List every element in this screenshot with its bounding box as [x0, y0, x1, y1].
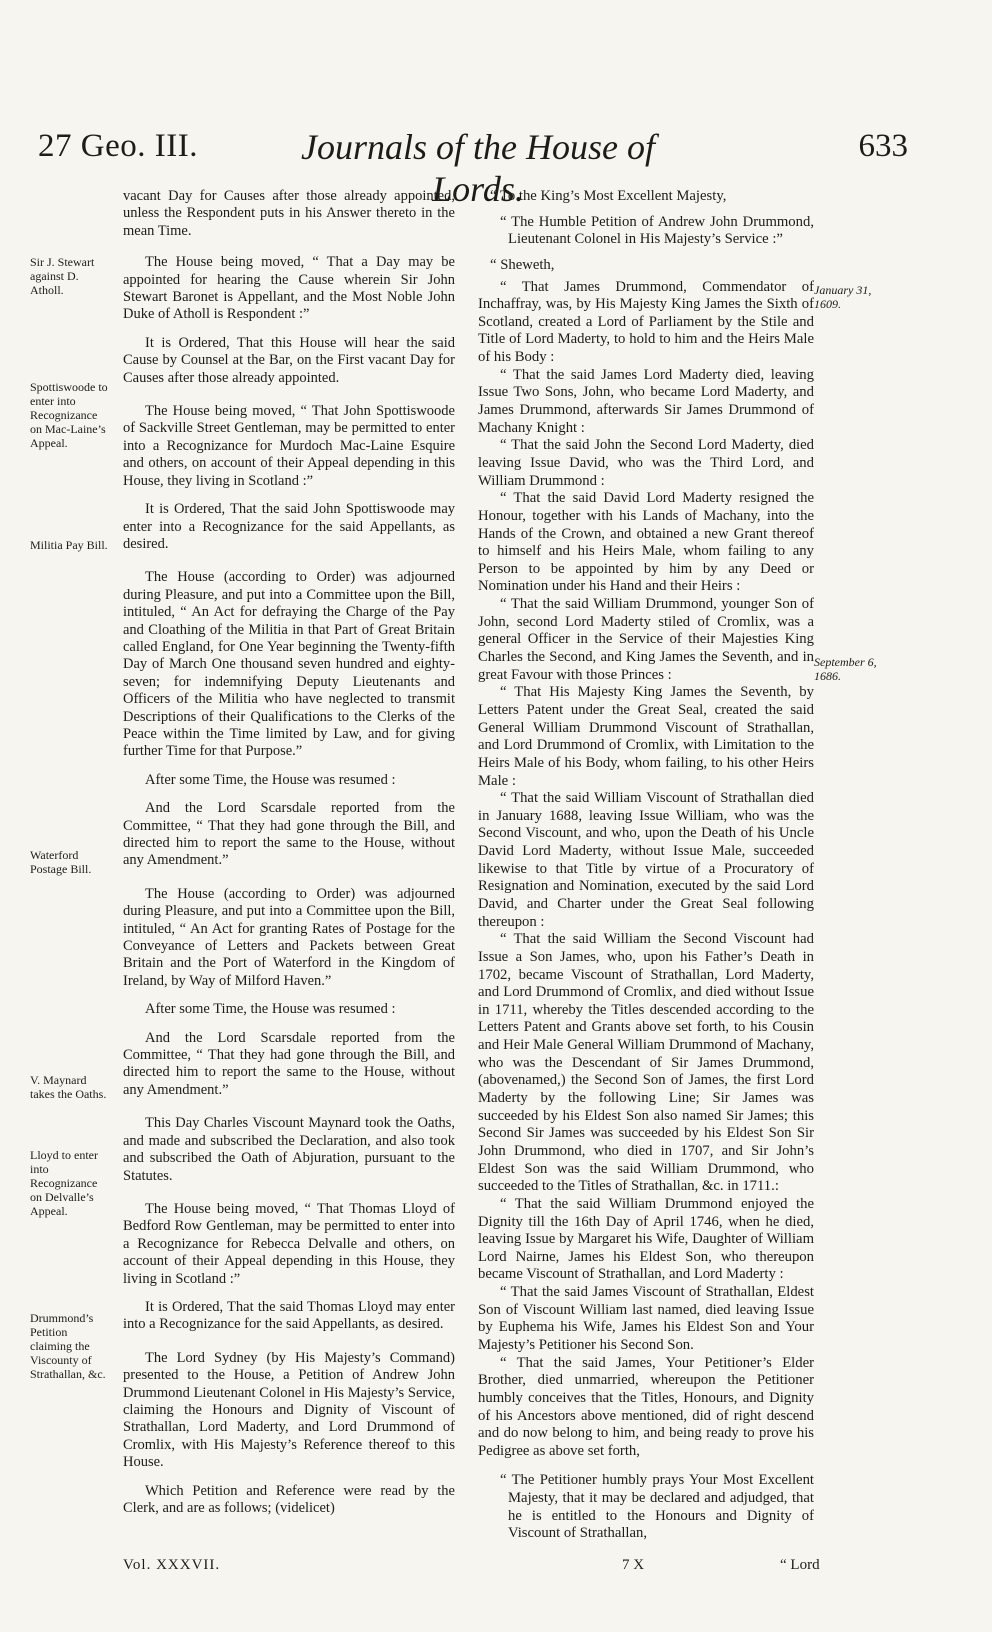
catchword: “ Lord — [780, 1557, 820, 1573]
paragraph: After some Time, the House was resumed : — [145, 1001, 396, 1018]
right-column — [478, 188, 814, 1543]
paragraph: The House being moved, “ That a Day may be appointed for hearing the Cause wherein Sir John Stewart Baronet is Appellant, and the Most Noble John Duke of Atholl is Respondent :” — [123, 254, 455, 323]
paragraph: It is Ordered, That this House will hear the said Cause by Counsel at the Bar, on the First vacant Day for Causes after those already appointed. — [123, 334, 455, 386]
margin-note: Drummond’s Petition claiming the Viscounty of Strathallan, &c. — [30, 1311, 106, 1381]
page-number: 633 — [858, 128, 908, 164]
sheweth: “ Sheweth, — [490, 256, 555, 273]
paragraph: The House (according to Order) was adjourned during Pleasure, and put into a Committee upon the Bill, intituled, “ An Act for defraying the Charge of the Pay and Cloathing of the Militia in that Part of Great Britain called England, for One Year beginning the Twenty-fifth Day of March One thousand seven hundred and eighty-seven; for indemnifying Deputy Lieutenants and Officers of the Militia who have neglected to transmit Descriptions of their Qualifications to the Clerks of the Peace within the Time limited by Law, and for giving further Time for that Purpose.” — [123, 569, 455, 760]
petition-paragraph: “ That the said John the Second Lord Maderty, died leaving Issue David, who was the Third Lord, and William Drummond : — [478, 437, 814, 489]
volume-number: Vol. XXXVII. — [123, 1557, 221, 1573]
petition-paragraph: “ That the said William Viscount of Strathallan died in January 1688, leaving Issue William, who was the Second Viscount, and who, upon the Death of his Uncle David Lord Maderty, without Issue Male, succeeded likewise to that Title by virtue of a Procuratory of Resignation and Nomination, executed by the said Lord David, and Charter under the Great Seal following thereupon : — [478, 790, 814, 930]
margin-note: Waterford Postage Bill. — [30, 848, 92, 876]
left-column — [123, 188, 455, 1517]
paragraph: It is Ordered, That the said John Spottiswoode may enter into a Recognizance for the said Appellants, as desired. — [123, 501, 455, 552]
paragraph: vacant Day for Causes after those already appointed, unless the Respondent puts in his Answer thereto in the mean Time. — [123, 188, 455, 239]
paragraph: The House being moved, “ That Thomas Lloyd of Bedford Row Gentleman, may be permitted to enter into a Recognizance for Rebecca Delvalle and others, on account of their Appeal depending in this House, they living in Scotland :” — [123, 1200, 455, 1287]
petition-paragraph: “ That James Drummond, Commendator of Inchaffray, was, by His Majesty King James the Sixth of Scotland, created a Lord of Parliament by the Stile and Title of Lord Maderty, to hold to him and the Heirs Male of his Body : — [478, 278, 814, 366]
petition-paragraph: “ That the said William Drummond, younger Son of John, second Lord Maderty stiled of Cromlix, was a general Officer in the Service of their Majesties King Charles the Second, and King James the Seventh, and in great Favour with those Princes : — [478, 596, 814, 683]
paragraph: Which Petition and Reference were read by the Clerk, and are as follows; (videlicet) — [123, 1482, 455, 1516]
petition-paragraph: “ That the said David Lord Maderty resigned the Honour, together with his Lands of Machany, into the Hands of the Crown, and obtained a new Grant thereof to himself and his Heirs Male, whom failing to any Person to be appointed by him by any Deed or Nomination under his Hand and their Heirs : — [478, 490, 814, 595]
petitioner-line: “ The Humble Petition of Andrew John Drummond, Lieutenant Colonel in His Majesty’s Service :” — [500, 213, 814, 248]
paragraph: The Lord Sydney (by His Majesty’s Command) presented to the House, a Petition of Andrew John Drummond Lieutenant Colonel in His Majesty’s Service, claiming the Honours and Dignity of Viscount of Strathallan, Lord Maderty, and Lord Drummond of Cromlix, with His Majesty’s Reference thereof to this House. — [123, 1349, 455, 1471]
margin-note: Militia Pay Bill. — [30, 538, 108, 552]
regnal-year: 27 Geo. III. — [38, 128, 198, 164]
petition-address: “ To the King’s Most Excellent Majesty, — [490, 188, 727, 204]
margin-note: V. Maynard takes the Oaths. — [30, 1073, 107, 1101]
margin-note: Lloyd to enter into Recognizance on Delvalle’s Appeal. — [30, 1148, 98, 1218]
paragraph: The House being moved, “ That John Spottiswoode of Sackville Street Gentleman, may be permitted to enter into a Recognizance for Murdoch Mac-Laine Esquire and others, on account of their Appeal depending in this House, they living in Scotland :” — [123, 403, 455, 489]
margin-date: September 6, 1686. — [814, 655, 877, 683]
paragraph: After some Time, the House was resumed : — [145, 771, 396, 788]
petition-paragraph: “ That His Majesty King James the Seventh, by Letters Patent under the Great Seal, created the said General William Drummond Viscount of Strathallan, and Lord Drummond of Cromlix, with Limitation to the Heirs Male of his Body, whom failing, to his other Heirs Male : — [478, 684, 814, 789]
petition-paragraph: “ That the said William the Second Viscount had Issue a Son James, who, upon his Father’s Death in 1702, became Viscount of Strathallan, Lord Maderty, and Lord Drummond of Cromlix, and died without Issue in 1711, whereby the Titles descended according to the Letters Patent and Grants above set forth, to his Cousin and Heir Male General William Drummond of Machany, who was the Descendant of Sir James Drummond, (abovenamed,) the Second Son of James, the first Lord Maderty by the following Line; Sir James was succeeded by his Eldest Son also named Sir James; this Second Sir James was succeeded by his Eldest Son Sir John Drummond, who died in 1707, and Sir John’s Eldest Son was the said William Drummond, who succeeded to the Titles of Strathallan, &c. in 1711.: — [478, 931, 814, 1195]
petition-paragraph: “ That the said James Lord Maderty died, leaving Issue Two Sons, John, who became Lord Maderty, and James Drummond, afterwards Sir James Drummond of Machany Knight : — [478, 366, 814, 436]
petition-paragraph: “ That the said James Viscount of Strathallan, Eldest Son of Viscount William last named, died leaving Issue by Euphema his Wife, James his Eldest Son and Your Majesty’s Petitioner his Second Son. — [478, 1284, 814, 1353]
paragraph: And the Lord Scarsdale reported from the Committee, “ That they had gone through the Bill, and directed him to report the same to the House, without any Amendment.” — [123, 1029, 455, 1098]
margin-date: January 31, 1609. — [814, 283, 872, 311]
paragraph: And the Lord Scarsdale reported from the Committee, “ That they had gone through the Bill, and directed him to report the same to the House, without any Amendment.” — [123, 800, 455, 869]
petition-paragraph: “ That the said William Drummond enjoyed the Dignity till the 16th Day of April 1746, when he died, leaving Issue by Margaret his Wife, Daughter of William Lord Nairne, James his Eldest Son, who thereupon became Viscount of Strathallan, and Lord Maderty : — [478, 1195, 814, 1283]
margin-note: Sir J. Stewart against D. Atholl. — [30, 255, 95, 297]
paragraph: The House (according to Order) was adjourned during Pleasure, and put into a Committee upon the Bill, intituled, “ An Act for granting Rates of Postage for the Conveyance of Letters and Packets between Great Britain and the Port of Waterford in the Kingdom of Ireland, by Way of Milford Haven.” — [123, 885, 455, 989]
paragraph: This Day Charles Viscount Maynard took the Oaths, and made and subscribed the Declaration, and also took and subscribed the Oath of Abjuration, pursuant to the Statutes. — [123, 1115, 455, 1184]
margin-note: Spottiswoode to enter into Recognizance on Mac-Laine’s Appeal. — [30, 380, 108, 450]
paragraph: It is Ordered, That the said Thomas Lloyd may enter into a Recognizance for the said Appellants, as desired. — [123, 1298, 455, 1333]
signature-mark: 7 X — [622, 1557, 645, 1573]
petition-paragraph: “ That the said James, Your Petitioner’s Elder Brother, died unmarried, whereupon the Petitioner humbly conceives that the Titles, Honours, and Dignity of his Ancestors above mentioned, did of right descend and do now belong to him, and being ready to prove his Pedigree as above set forth, — [478, 1354, 814, 1459]
running-title: Journals of the House of Lords. — [301, 127, 655, 209]
petition-prayer: “ The Petitioner humbly prays Your Most Excellent Majesty, that it may be declared and adjudged, that he is entitled to the Honours and Dignity of Viscount of Strathallan, — [500, 1472, 814, 1542]
